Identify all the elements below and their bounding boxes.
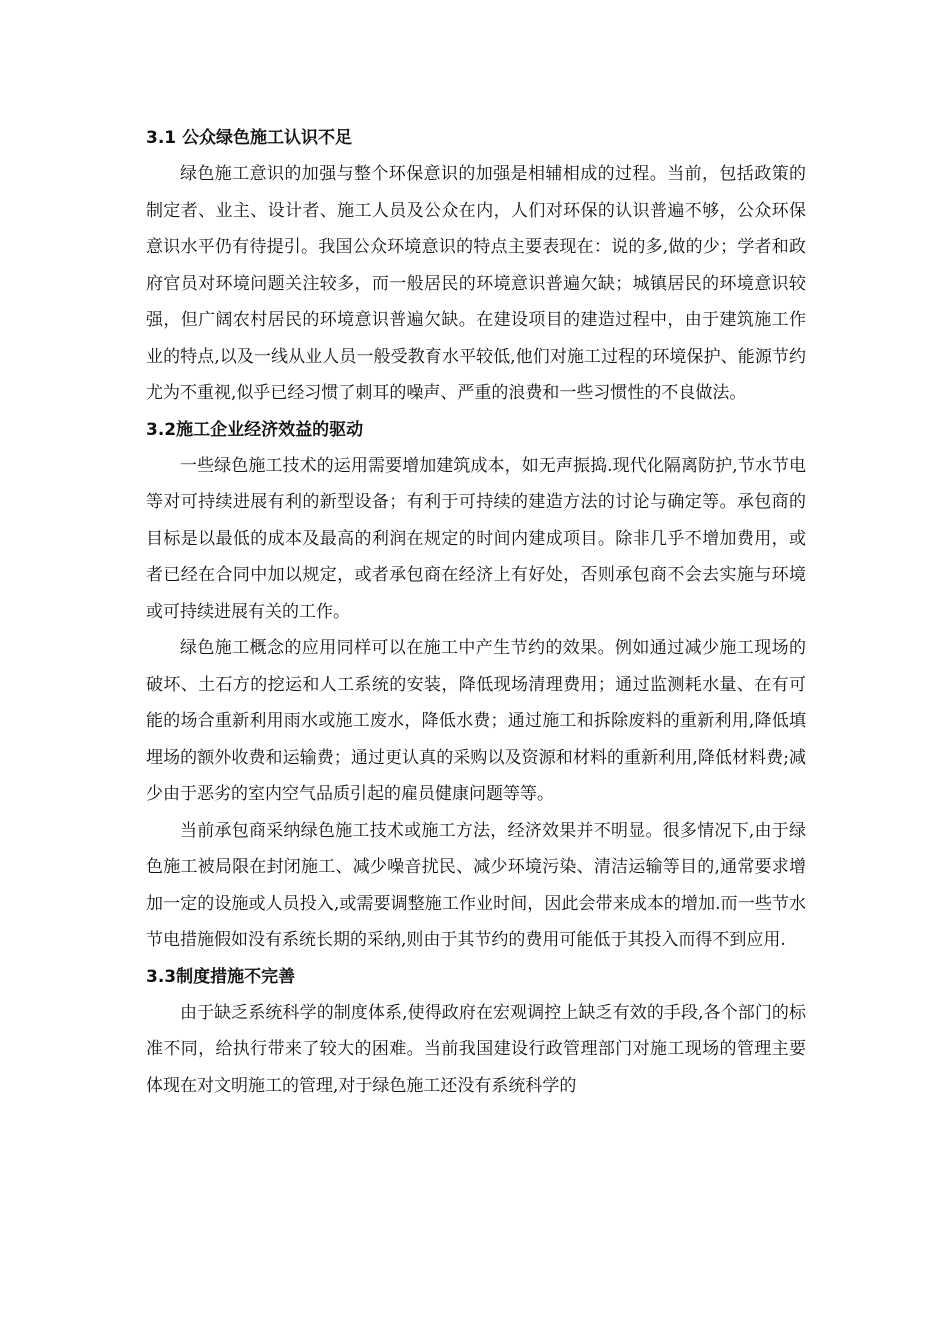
paragraph: 绿色施工概念的应用同样可以在施工中产生节约的效果。例如通过减少施工现场的破坏、土石方的挖运和人工系统的安装，降低现场清理费用；通过监测耗水量、在有可能的场合重新利用雨水或施工废水，降低水费；通过施工和拆除废料的重新利用,降低填埋场的额外收费和运输费；通过更认真的采购以及资源和材料的重新利用,降低材料费;减少由于恶劣的室内空气品质引起的雇员健康问题等等。 — [146, 638, 806, 804]
paragraph: 由于缺乏系统科学的制度体系,使得政府在宏观调控上缺乏有效的手段,各个部门的标准不同，给执行带来了较大的困难。当前我国建设行政管理部门对施工现场的管理主要体现在对文明施工的管理,对于绿色施工还没有系统科学的 — [146, 1002, 806, 1096]
paragraph: 当前承包商采纳绿色施工技术或施工方法，经济效果并不明显。很多情况下,由于绿色施工被局限在封闭施工、减少噪音扰民、减少环境污染、清洁运输等目的,通常要求增加一定的设施或人员投入,或需要调整施工作业时间，因此会带来成本的增加.而一些节水节电措施假如没有系统长期的采纳,则由于其节约的费用可能低于其投入而得不到应用. — [146, 820, 806, 950]
section-3-1 — [146, 120, 806, 412]
document-body — [146, 120, 806, 1104]
section-3-2 — [146, 412, 806, 959]
section-heading: 3.3制度措施不完善 — [146, 966, 296, 987]
section-heading: 3.1 公众绿色施工认识不足 — [146, 128, 353, 148]
paragraph: 绿色施工意识的加强与整个环保意识的加强是相辅相成的过程。当前，包括政策的制定者、业主、设计者、施工人员及公众在内，人们对环保的认识普遍不够，公众环保意识水平仍有待提引。我国公众环境意识的特点主要表现在：说的多,做的少；学者和政府官员对环境问题关注较多，而一般居民的环境意识普遍欠缺；城镇居民的环境意识较强，但广阔农村居民的环境意识普遍欠缺。在建设项目的建造过程中，由于建筑施工作业的特点,以及一线从业人员一般受教育水平较低,他们对施工过程的环境保护、能源节约尤为不重视,似乎已经习惯了刺耳的噪声、严重的浪费和一些习惯性的不良做法。 — [146, 164, 806, 403]
paragraph: 一些绿色施工技术的运用需要增加建筑成本，如无声振捣.现代化隔离防护,节水节电等对可持续进展有利的新型设备；有利于可持续的建造方法的讨论与确定等。承包商的目标是以最低的成本及最高的利润在规定的时间内建成项目。除非几乎不增加费用，或者已经在合同中加以规定，或者承包商在经济上有好处，否则承包商不会去实施与环境或可持续进展有关的工作。 — [146, 455, 806, 622]
section-heading: 3.2施工企业经济效益的驱动 — [146, 419, 364, 440]
section-3-3 — [146, 959, 806, 1105]
